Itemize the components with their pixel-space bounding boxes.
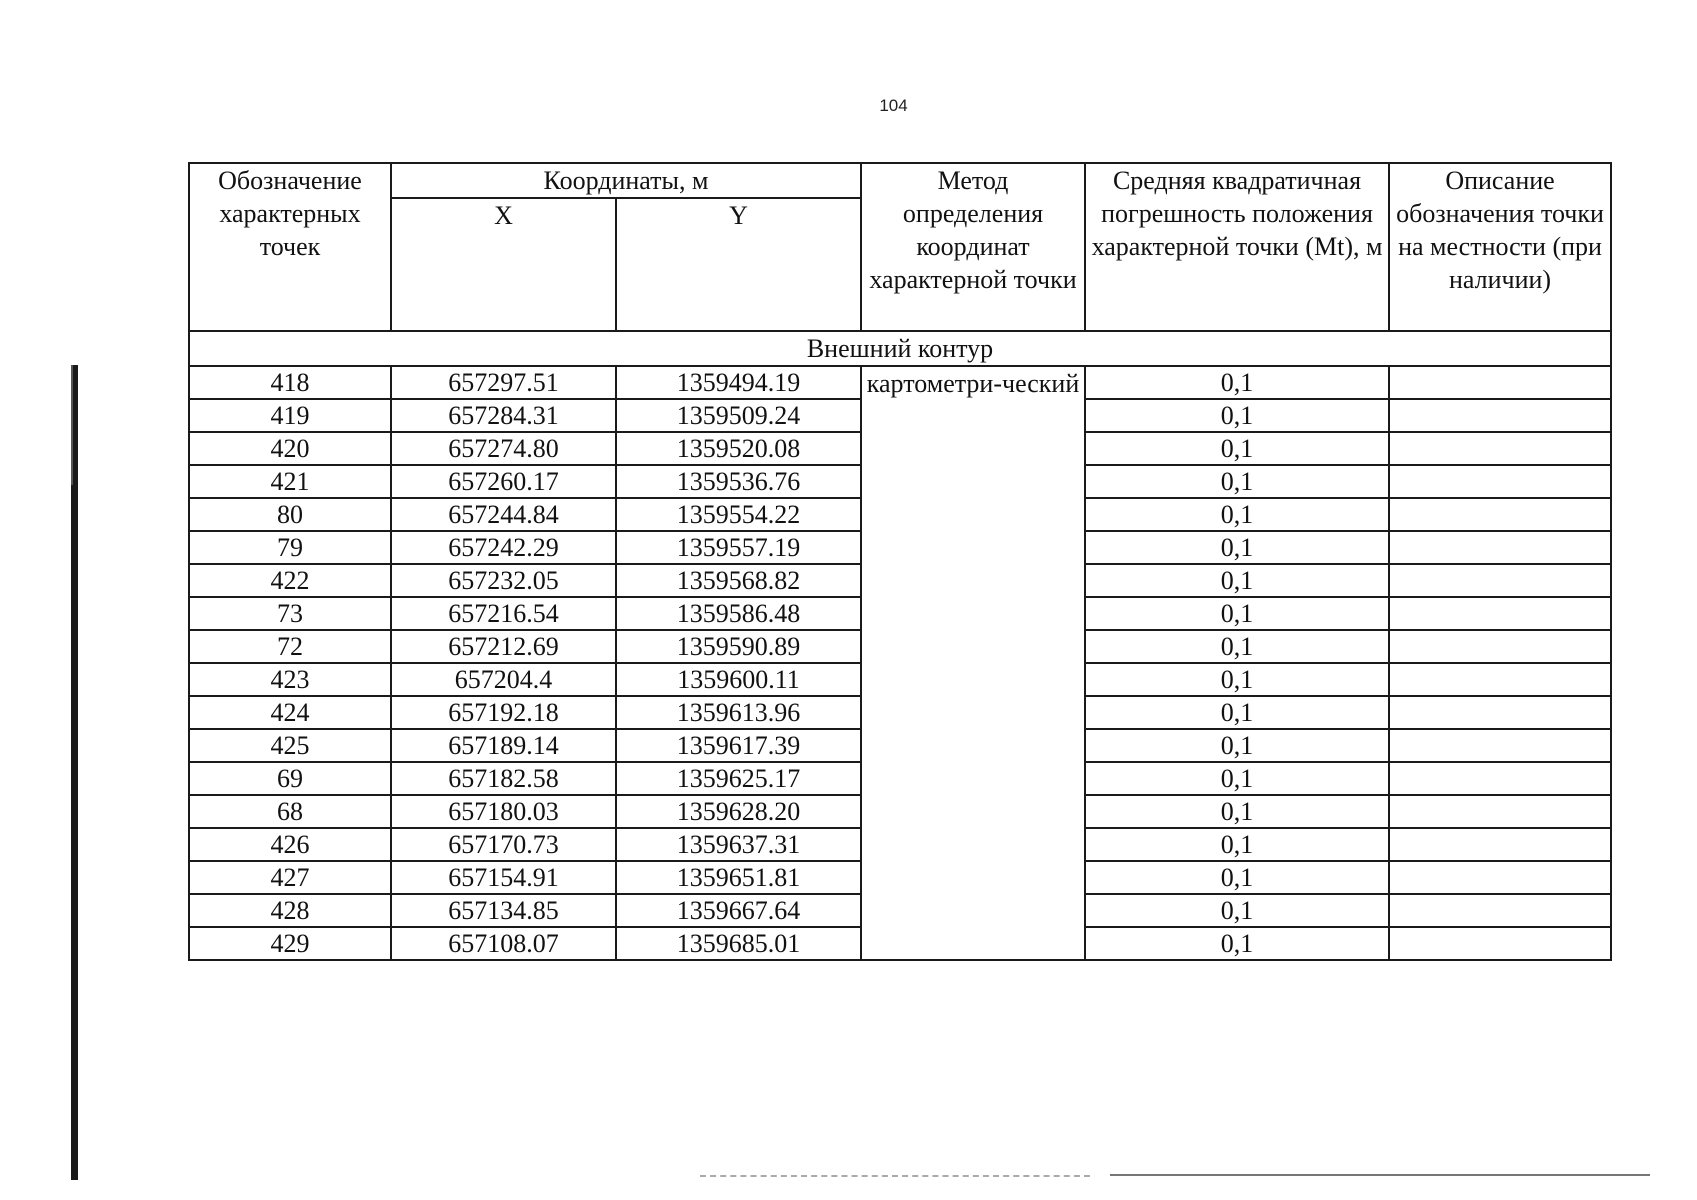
header-method: Метод определения координат характерной точки [861, 163, 1085, 331]
cell-x: 657170.73 [391, 828, 616, 861]
cell-description [1389, 828, 1611, 861]
cell-x: 657204.4 [391, 663, 616, 696]
header-rms-error: Средняя квадратичная погрешность положения характерной точки (Mt), м [1085, 163, 1389, 331]
cell-point: 80 [189, 498, 391, 531]
cell-method: картометри-ческий [861, 366, 1085, 960]
cell-mt: 0,1 [1085, 564, 1389, 597]
cell-point: 68 [189, 795, 391, 828]
cell-mt: 0,1 [1085, 597, 1389, 630]
cell-y: 1359568.82 [616, 564, 861, 597]
cell-x: 657192.18 [391, 696, 616, 729]
cell-point: 69 [189, 762, 391, 795]
coordinates-table [188, 162, 1612, 961]
cell-y: 1359651.81 [616, 861, 861, 894]
cell-description [1389, 498, 1611, 531]
cell-y: 1359509.24 [616, 399, 861, 432]
cell-mt: 0,1 [1085, 729, 1389, 762]
cell-point: 429 [189, 927, 391, 960]
cell-point: 421 [189, 465, 391, 498]
cell-mt: 0,1 [1085, 861, 1389, 894]
cell-description [1389, 795, 1611, 828]
cell-description [1389, 762, 1611, 795]
cell-point: 423 [189, 663, 391, 696]
cell-y: 1359586.48 [616, 597, 861, 630]
cell-x: 657232.05 [391, 564, 616, 597]
cell-x: 657260.17 [391, 465, 616, 498]
header-description: Описание обозначения точки на местности (при наличии) [1389, 163, 1611, 331]
cell-description [1389, 729, 1611, 762]
cell-x: 657108.07 [391, 927, 616, 960]
cell-mt: 0,1 [1085, 696, 1389, 729]
cell-description [1389, 432, 1611, 465]
cell-point: 418 [189, 366, 391, 399]
cell-description [1389, 465, 1611, 498]
cell-x: 657244.84 [391, 498, 616, 531]
cell-y: 1359557.19 [616, 531, 861, 564]
cell-x: 657297.51 [391, 366, 616, 399]
cell-mt: 0,1 [1085, 795, 1389, 828]
cell-mt: 0,1 [1085, 762, 1389, 795]
cell-x: 657182.58 [391, 762, 616, 795]
cell-description [1389, 564, 1611, 597]
cell-x: 657216.54 [391, 597, 616, 630]
cell-point: 427 [189, 861, 391, 894]
cell-y: 1359554.22 [616, 498, 861, 531]
cell-y: 1359617.39 [616, 729, 861, 762]
cell-y: 1359494.19 [616, 366, 861, 399]
cell-point: 428 [189, 894, 391, 927]
cell-x: 657242.29 [391, 531, 616, 564]
cell-y: 1359613.96 [616, 696, 861, 729]
scan-edge-bar [71, 365, 78, 1180]
cell-mt: 0,1 [1085, 465, 1389, 498]
cell-y: 1359667.64 [616, 894, 861, 927]
cell-x: 657189.14 [391, 729, 616, 762]
cell-mt: 0,1 [1085, 894, 1389, 927]
cell-x: 657212.69 [391, 630, 616, 663]
cell-description [1389, 531, 1611, 564]
cell-x: 657154.91 [391, 861, 616, 894]
cell-mt: 0,1 [1085, 828, 1389, 861]
cell-y: 1359625.17 [616, 762, 861, 795]
table-row [189, 366, 1611, 399]
cell-description [1389, 597, 1611, 630]
cell-mt: 0,1 [1085, 927, 1389, 960]
cell-description [1389, 927, 1611, 960]
cell-y: 1359628.20 [616, 795, 861, 828]
header-x: X [391, 198, 616, 331]
cell-mt: 0,1 [1085, 432, 1389, 465]
cell-mt: 0,1 [1085, 366, 1389, 399]
cell-description [1389, 861, 1611, 894]
cell-description [1389, 366, 1611, 399]
scan-bottom-dashes [700, 1175, 1090, 1177]
cell-description [1389, 630, 1611, 663]
cell-mt: 0,1 [1085, 531, 1389, 564]
scan-edge-line [71, 365, 73, 485]
cell-x: 657134.85 [391, 894, 616, 927]
cell-x: 657274.80 [391, 432, 616, 465]
page-number: 104 [879, 96, 908, 115]
cell-point: 419 [189, 399, 391, 432]
cell-point: 425 [189, 729, 391, 762]
cell-mt: 0,1 [1085, 498, 1389, 531]
cell-mt: 0,1 [1085, 399, 1389, 432]
cell-point: 79 [189, 531, 391, 564]
cell-description [1389, 696, 1611, 729]
cell-y: 1359685.01 [616, 927, 861, 960]
header-y: Y [616, 198, 861, 331]
scan-bottom-rule [1110, 1174, 1650, 1176]
cell-x: 657180.03 [391, 795, 616, 828]
cell-point: 72 [189, 630, 391, 663]
cell-point: 73 [189, 597, 391, 630]
cell-y: 1359600.11 [616, 663, 861, 696]
cell-point: 424 [189, 696, 391, 729]
cell-y: 1359536.76 [616, 465, 861, 498]
cell-y: 1359590.89 [616, 630, 861, 663]
header-coordinates: Координаты, м [391, 163, 861, 198]
cell-description [1389, 399, 1611, 432]
cell-point: 426 [189, 828, 391, 861]
cell-y: 1359520.08 [616, 432, 861, 465]
cell-x: 657284.31 [391, 399, 616, 432]
cell-description [1389, 894, 1611, 927]
header-point-designation: Обозначение характерных точек [189, 163, 391, 331]
cell-point: 422 [189, 564, 391, 597]
section-title: Внешний контур [189, 331, 1611, 366]
cell-mt: 0,1 [1085, 663, 1389, 696]
cell-description [1389, 663, 1611, 696]
cell-point: 420 [189, 432, 391, 465]
cell-mt: 0,1 [1085, 630, 1389, 663]
cell-y: 1359637.31 [616, 828, 861, 861]
